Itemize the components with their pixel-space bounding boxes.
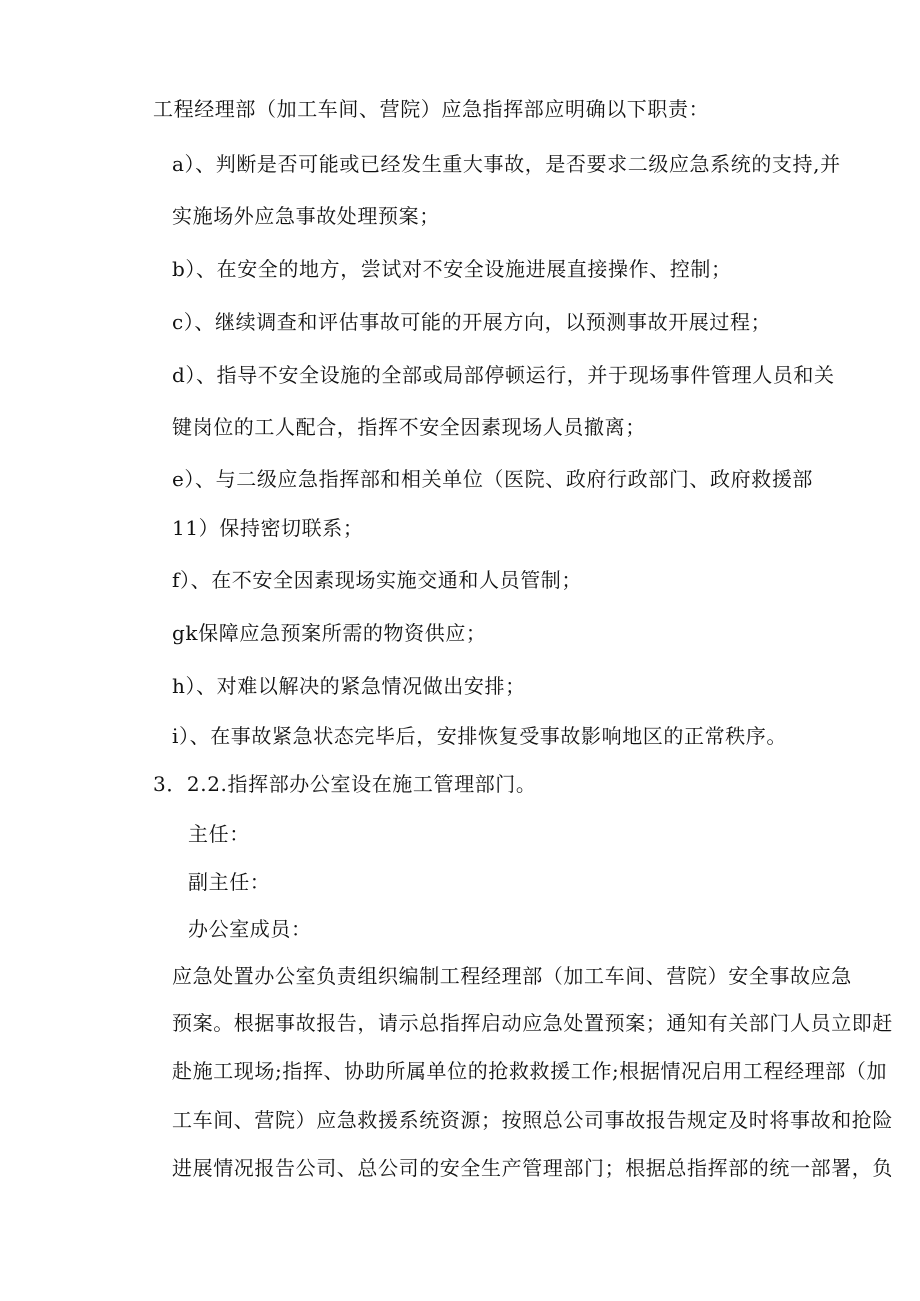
list-item-h: h）、对难以解决的紧急情况做出安排； (172, 674, 526, 698)
list-item-a: a）、判断是否可能或已经发生重大事故，是否要求二级应急系统的支持,并 (172, 152, 841, 176)
list-item-g: gk保障应急预案所需的物资供应； (172, 621, 487, 645)
list-item-b: b）、在安全的地方，尝试对不安全设施进展直接操作、控制； (172, 257, 732, 281)
list-item-f: f）、在不安全因素现场实施交通和人员管制； (172, 568, 583, 592)
director-label: 主任： (188, 822, 250, 846)
list-item-a-continued: 实施场外应急事故处理预案； (172, 204, 440, 228)
paragraph-line-3: 赴施工现场;指挥、协助所属单位的抢救救援工作;根据情况启用工程经理部（加 (172, 1059, 888, 1083)
list-item-e-continued: 11）保持密切联系； (172, 516, 364, 540)
paragraph-line-2: 预案。根据事故报告，请示总指挥启动应急处置预案；通知有关部门人员立即赶 (172, 1011, 893, 1035)
list-item-d-continued: 键岗位的工人配合，指挥不安全因素现场人员撤离； (172, 415, 646, 439)
deputy-director-label: 副主任： (188, 870, 271, 894)
list-item-d: d）、指导不安全设施的全部或局部停顿运行，并于现场事件管理人员和关 (172, 363, 835, 387)
section-heading: 3．2.2.指挥部办公室设在施工管理部门。 (153, 772, 537, 796)
list-item-e: e）、与二级应急指挥部和相关单位（医院、政府行政部门、政府救援部 (172, 467, 814, 491)
paragraph-line-4: 工车间、营院）应急救援系统资源；按照总公司事故报告规定及时将事故和抢险 (172, 1108, 893, 1132)
paragraph-line-5: 进展情况报告公司、总公司的安全生产管理部门；根据总指挥部的统一部署，负 (172, 1156, 893, 1180)
office-members-label: 办公室成员： (188, 917, 312, 941)
list-item-c: c）、继续调查和评估事故可能的开展方向，以预测事故开展过程； (172, 310, 772, 334)
list-item-i: i）、在事故紧急状态完毕后，安排恢复受事故影响地区的正常秩序。 (172, 724, 787, 748)
paragraph-intro: 工程经理部（加工车间、营院）应急指挥部应明确以下职责： (153, 97, 710, 121)
paragraph-line-1: 应急处置办公室负责组织编制工程经理部（加工车间、营院）安全事故应急 (172, 964, 852, 988)
